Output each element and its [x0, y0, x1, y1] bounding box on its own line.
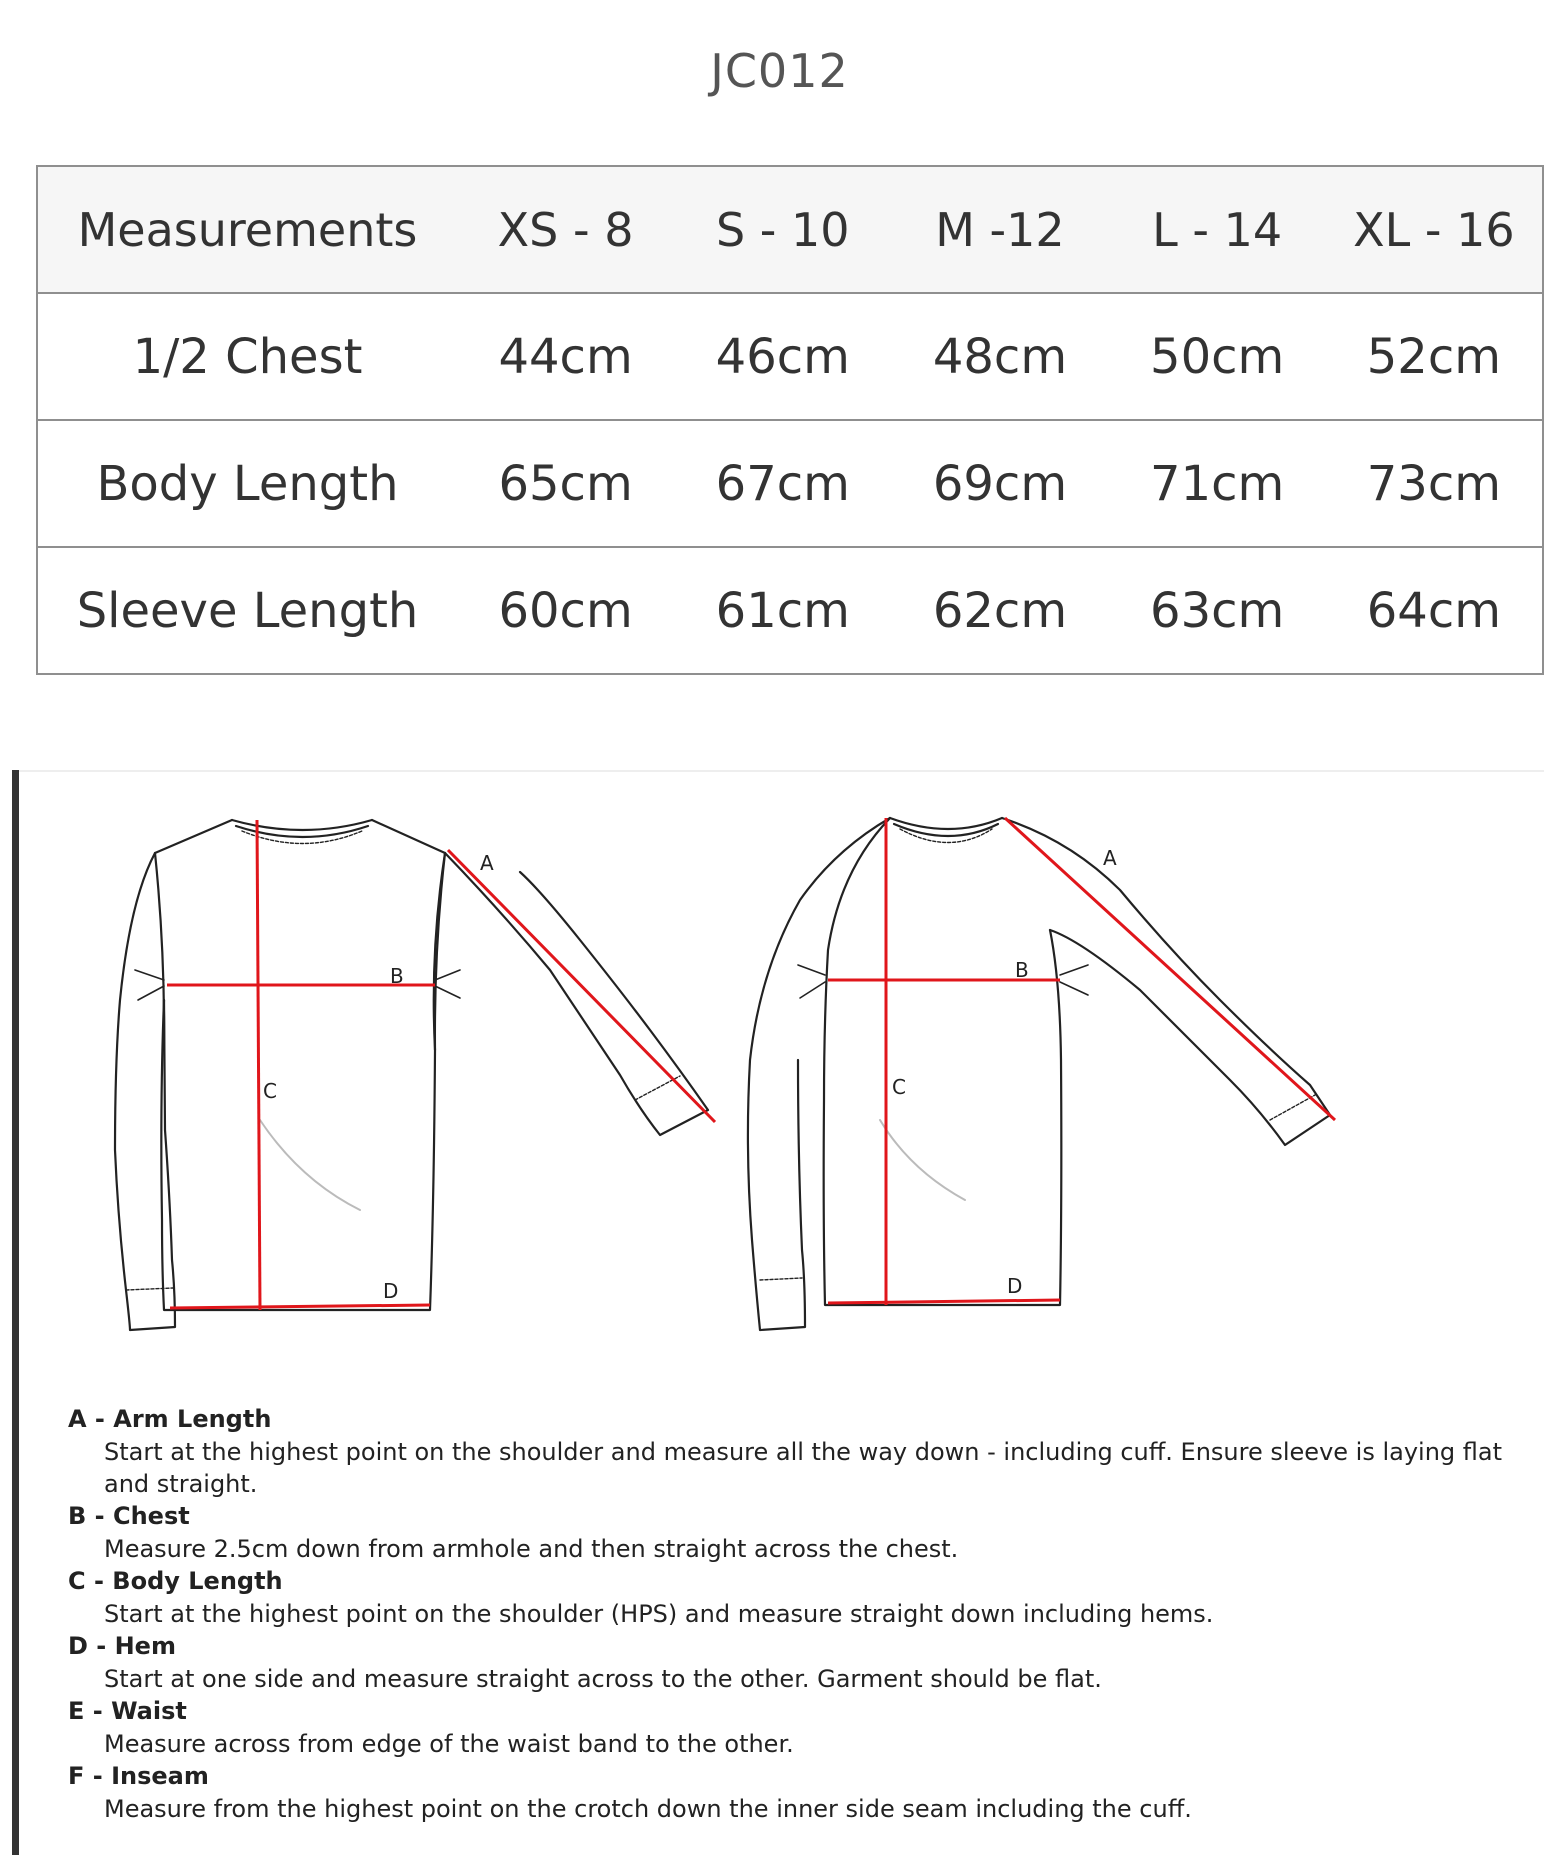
legend-desc: Measure across from edge of the waist band to the other. — [104, 1730, 794, 1758]
header-size-xl: XL - 16 — [1326, 166, 1543, 293]
raglan-label-c: C — [892, 1075, 906, 1099]
legend-item-hem — [68, 1630, 1508, 1695]
header-size-l: L - 14 — [1109, 166, 1326, 293]
table-cell: 44cm — [457, 293, 674, 420]
table-cell: 69cm — [891, 420, 1108, 547]
legend-desc: Measure from the highest point on the crotch down the inner side seam including the cuff. — [104, 1795, 1192, 1823]
header-size-xs: XS - 8 — [457, 166, 674, 293]
front-tshirt-sketch — [115, 820, 708, 1330]
legend-desc: Start at the highest point on the shoulder and measure all the way down - including cuff. Ensure sleeve is laying flat — [104, 1438, 1503, 1466]
table-cell: 52cm — [1326, 293, 1543, 420]
legend-title: C - Body Length — [68, 1567, 283, 1595]
raglan-tshirt-sketch — [748, 818, 1330, 1330]
size-chart-table — [36, 165, 1544, 675]
table-row — [37, 293, 1543, 420]
header-size-m: M -12 — [891, 166, 1108, 293]
garment-measurement-diagram — [60, 800, 1510, 1360]
legend-title: A - Arm Length — [68, 1405, 272, 1433]
measurement-legend — [68, 1403, 1508, 1825]
table-cell: 63cm — [1109, 547, 1326, 674]
table-row — [37, 547, 1543, 674]
section-divider — [14, 770, 1544, 772]
legend-title: F - Inseam — [68, 1762, 209, 1790]
legend-title: D - Hem — [68, 1632, 176, 1660]
legend-item-body-length — [68, 1565, 1508, 1630]
left-border-rule — [12, 770, 19, 1855]
table-header-row — [37, 166, 1543, 293]
legend-item-inseam — [68, 1760, 1508, 1825]
raglan-label-b: B — [1015, 958, 1029, 982]
row-label: 1/2 Chest — [37, 293, 457, 420]
table-cell: 61cm — [674, 547, 891, 674]
table-row — [37, 420, 1543, 547]
legend-desc: Start at one side and measure straight across to the other. Garment should be flat. — [104, 1665, 1102, 1693]
front-label-b: B — [390, 964, 404, 988]
front-label-a: A — [480, 851, 494, 875]
table-cell: 65cm — [457, 420, 674, 547]
table-cell: 67cm — [674, 420, 891, 547]
product-code: JC012 — [710, 44, 849, 98]
legend-desc: Measure 2.5cm down from armhole and then straight across the chest. — [104, 1535, 959, 1563]
legend-title: B - Chest — [68, 1502, 190, 1530]
legend-desc: Start at the highest point on the shoulder (HPS) and measure straight down including hems. — [104, 1600, 1214, 1628]
raglan-label-d: D — [1007, 1274, 1023, 1298]
table-cell: 71cm — [1109, 420, 1326, 547]
front-label-c: C — [263, 1079, 277, 1103]
table-cell: 60cm — [457, 547, 674, 674]
raglan-measure-lines — [828, 818, 1335, 1305]
raglan-label-a: A — [1103, 846, 1117, 870]
legend-title: E - Waist — [68, 1697, 187, 1725]
table-cell: 64cm — [1326, 547, 1543, 674]
row-label: Body Length — [37, 420, 457, 547]
table-cell: 48cm — [891, 293, 1108, 420]
table-cell: 73cm — [1326, 420, 1543, 547]
legend-item-chest — [68, 1500, 1508, 1565]
legend-item-waist — [68, 1695, 1508, 1760]
table-cell: 50cm — [1109, 293, 1326, 420]
front-label-d: D — [383, 1279, 399, 1303]
legend-desc: and straight. — [104, 1470, 258, 1498]
row-label: Sleeve Length — [37, 547, 457, 674]
legend-item-arm-length — [68, 1403, 1508, 1500]
header-size-s: S - 10 — [674, 166, 891, 293]
table-cell: 62cm — [891, 547, 1108, 674]
table-cell: 46cm — [674, 293, 891, 420]
header-measurements: Measurements — [37, 166, 457, 293]
